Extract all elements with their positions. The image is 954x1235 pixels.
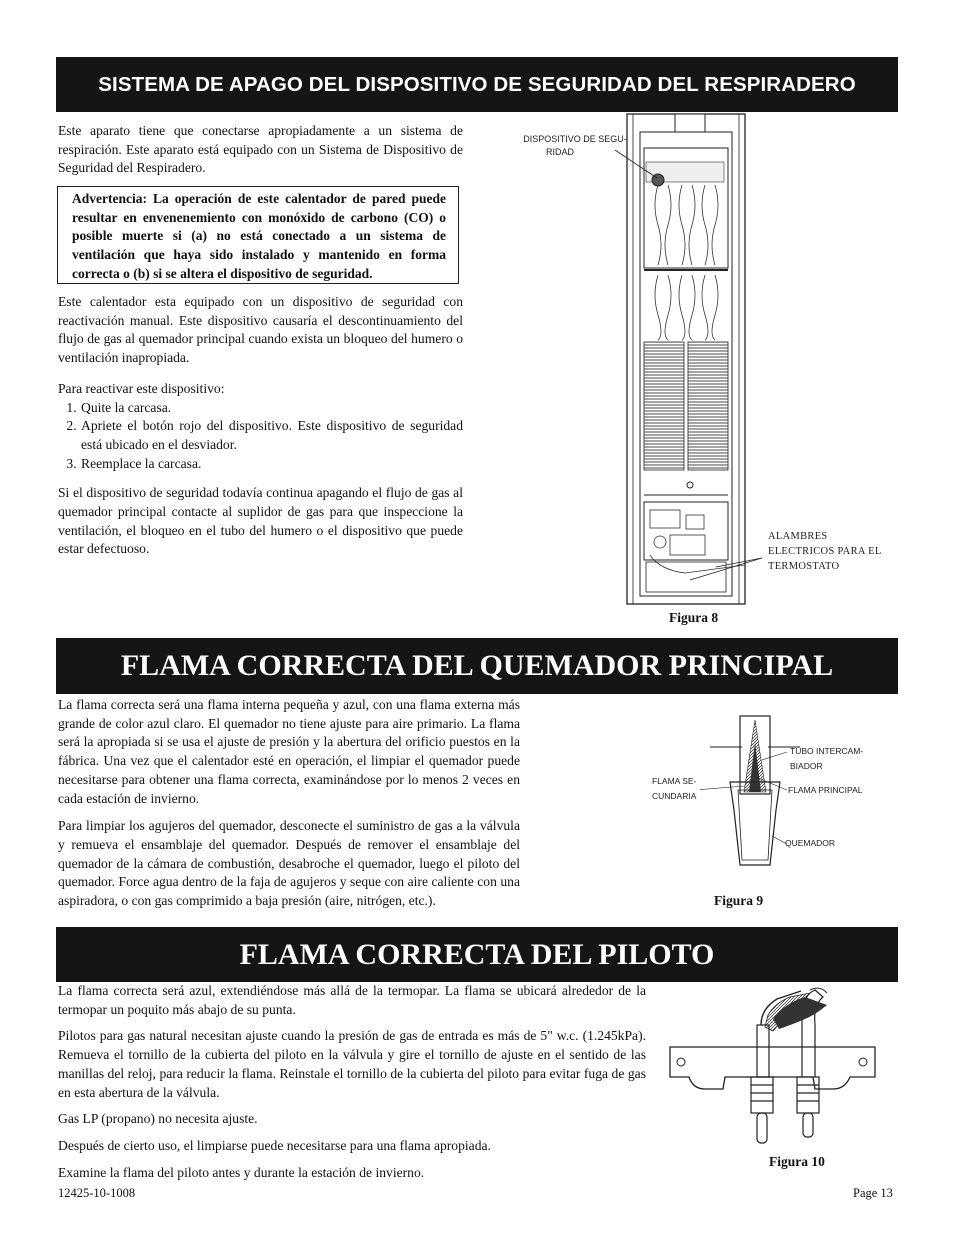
figure-10-pilot-diagram: [665, 985, 880, 1150]
fig8-label-line: ELECTRICOS PARA EL: [768, 546, 882, 557]
fig9-label-secondary-flame: [652, 775, 696, 803]
main-burner-paragraph-2: Para limpiar los agujeros del quemador, desconecte el suministro de gas a la válvula y remueva el ensamblaje del quemador. Después de remover el ensamblaje del quemador de la cámara de combustión, desabroche el quemador, luego el piloto del quemador. Force agua dentro de la faja de agujeros y seque con aire caliente con una aspiradora, o con gas comprimido a baja presión (aire, nitrógen, etc.).: [58, 818, 520, 909]
reset-steps-intro: Para reactivar este dispositivo:: [58, 380, 225, 396]
fig9-label-exchanger-tube: [790, 745, 863, 773]
pilot-flame-text: [58, 982, 646, 1191]
pilot-paragraph-1: La flama correcta será azul, extendiéndose más allá de la termopar. La flama se ubicará alrededor de la termopar un poquito más abajo de su punta.: [58, 983, 646, 1017]
main-burner-text: [58, 696, 520, 920]
document-number: 12425-10-1008: [58, 1186, 136, 1200]
fig9-label-line: TUBO INTERCAM-: [790, 746, 864, 756]
pilot-paragraph-4: Después de cierto uso, el limpiarse puede necesitarse para una flama apropiada.: [58, 1137, 491, 1153]
reset-step: 3. Reemplace la carcasa.: [80, 455, 463, 474]
fig9-label-burner: QUEMADOR: [785, 838, 836, 848]
fig9-label-line: CUNDARIA: [652, 791, 697, 801]
fig8-label-line: RIDAD: [545, 147, 574, 157]
vent-safety-text: [58, 122, 463, 187]
pilot-paragraph-5: Examine la flama del piloto antes y durante la estación de invierno.: [58, 1164, 425, 1180]
figure-8-caption: Figura 8: [669, 610, 719, 625]
pilot-paragraph-2: Pilotos para gas natural necesitan ajuste cuando la presión de gas de entrada es más de 5" w.c. (1.245kPa). Remueva el tornillo de la cubierta del piloto en la válvula y gire el tornillo de ajuste en el sentido de las manillas del reloj, para reducir la flama. Reinstale el tornillo de la cubierta del piloto para evitar fuga de gas en esta abertura de la válvula.: [58, 1028, 646, 1100]
reset-step: 1. Quite la carcasa.: [80, 399, 463, 418]
vent-safety-paragraph-2: Este calentador esta equipado con un dispositivo de seguridad con reactivación manual. Este dispositivo causaría el descontinuamiento del flujo de gas al quemador principal cuando exista un bloqueo del humero o ventilación inapropiada.: [58, 294, 463, 366]
fig8-label-line: TERMOSTATO: [768, 561, 840, 572]
pilot-paragraph-3: Gas LP (propano) no necesita ajuste.: [58, 1111, 258, 1127]
vent-safety-body: [58, 293, 463, 568]
section-title-main-burner: FLAMA CORRECTA DEL QUEMADOR PRINCIPAL: [56, 638, 898, 694]
section-title-vent-safety: SISTEMA DE APAGO DEL DISPOSITIVO DE SEGURIDAD DEL RESPIRADERO: [56, 57, 898, 112]
fig8-label-wires: [768, 529, 882, 574]
figure-9-caption: Figura 9: [714, 893, 764, 908]
fig8-label-safety-device: [516, 133, 634, 159]
fig9-label-line: FLAMA SE-: [652, 776, 697, 786]
figure-10-caption: Figura 10: [769, 1154, 825, 1169]
vent-safety-intro: Este aparato tiene que conectarse apropiadamente a un sistema de respiración. Este aparato está equipado con un Sistema de Dispositivo de Seguridad del Respiradero.: [58, 123, 463, 176]
fig9-label-line: BIADOR: [790, 761, 823, 771]
reset-step: 2. Apriete el botón rojo del dispositivo. Este dispositivo de seguridad está ubicado en el desviador.: [80, 417, 463, 454]
section-title-pilot-flame: FLAMA CORRECTA DEL PILOTO: [56, 927, 898, 982]
warning-box: Advertencia: La operación de este calentador de pared puede resultar en envenenemiento con monóxido de carbono (CO) o posible muerte si (a) no está conectado a un sistema de ventilación que haya sido instalado y mantenido en forma correcta o (b) si se altera el dispositivo de seguridad.: [57, 186, 459, 284]
figure-9-burner-flame-diagram: [700, 710, 810, 890]
fig8-label-line: ALAMBRES: [768, 531, 828, 542]
page-number: Page 13: [853, 1186, 893, 1200]
main-burner-paragraph-1: La flama correcta será una flama interna pequeña y azul, con una flama externa más grande de color azul claro. El quemador no tiene ajuste para aire primario. La flama será la apropiada si se usa el ajuste de presión y la abertura del orificio puestos en la fábrica. Una vez que el calentador esté en operación, el limpiar el quemador puede necesitarse para obtener una flama correcta, examinándose por lo menos 2 veces en cada estación de invierno.: [58, 697, 520, 806]
fig8-label-line: DISPOSITIVO DE SEGU-: [523, 134, 627, 144]
fig9-label-main-flame: FLAMA PRINCIPAL: [788, 785, 863, 795]
reset-steps-list: [58, 399, 463, 474]
vent-safety-paragraph-3: Si el dispositivo de seguridad todavía continua apagando el flujo de gas al quemador principal contacte al suplidor de gas para que inspeccione la ventilación, el bloqueo en el tubo del humero o el dispositivo que puede estar defectuoso.: [58, 485, 463, 557]
